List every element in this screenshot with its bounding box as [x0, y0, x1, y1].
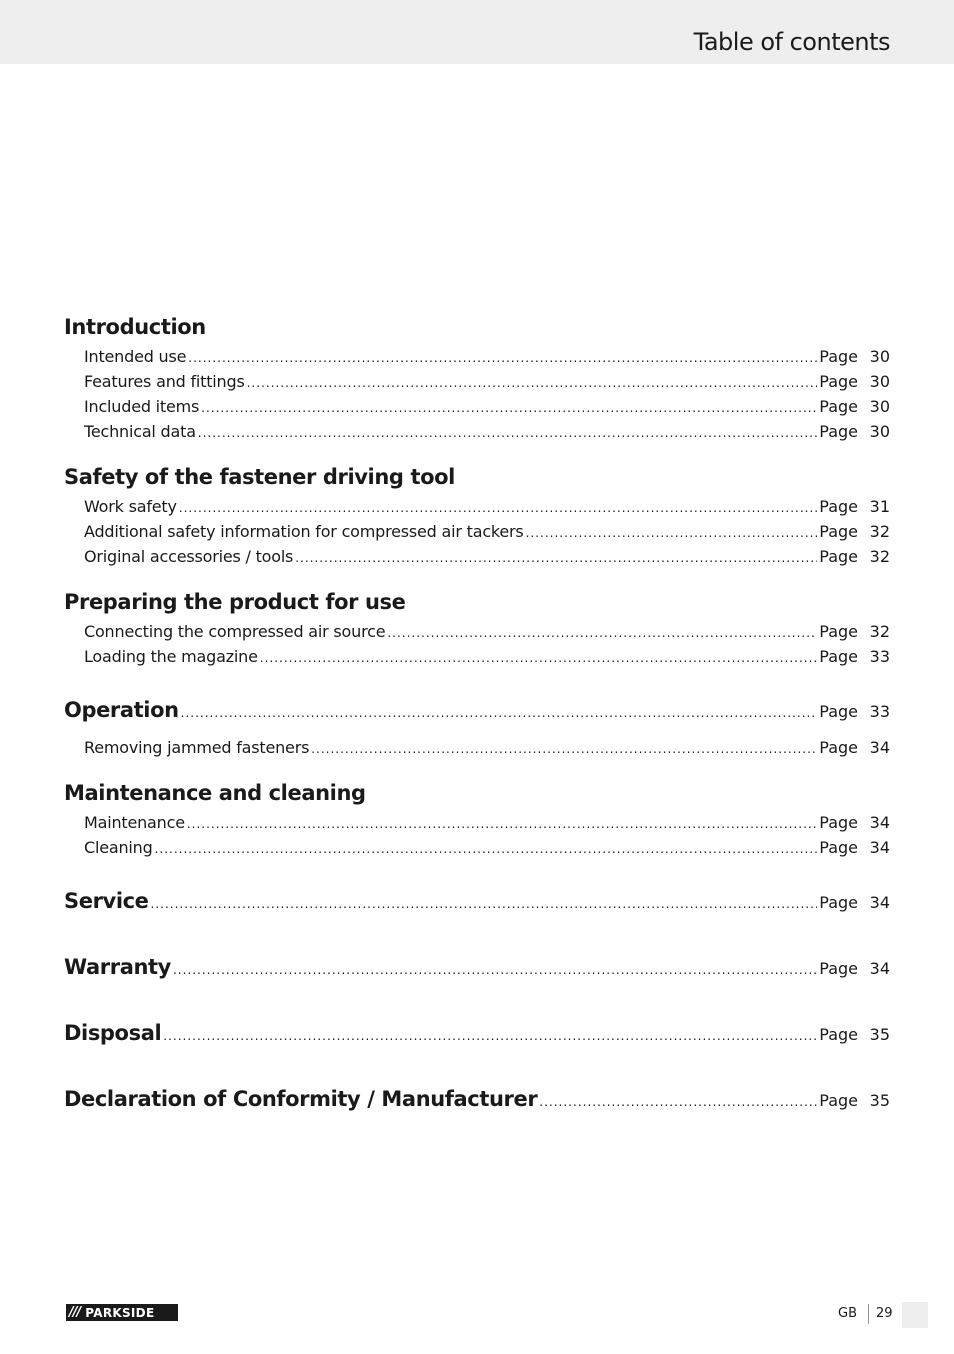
dot-leader [260, 646, 818, 671]
page-word: Page [819, 422, 858, 441]
toc-entry[interactable] [64, 494, 890, 519]
dot-leader [188, 346, 817, 371]
page-number: 30 [869, 372, 890, 391]
page-number: 35 [869, 1091, 890, 1110]
dot-leader [151, 879, 818, 929]
section-heading: Safety of the fastener driving tool [64, 465, 455, 489]
toc-heading-row[interactable] [64, 876, 890, 926]
logo-text: PARKSIDE [85, 1305, 155, 1320]
toc-entry[interactable] [64, 544, 890, 569]
dot-leader [539, 1077, 817, 1127]
page-word: Page [819, 1091, 858, 1110]
entry-label: Maintenance [84, 813, 185, 832]
page-number: 33 [869, 647, 890, 666]
toc-section [64, 310, 890, 444]
section-heading: Preparing the product for use [64, 590, 406, 614]
page-word: Page [819, 397, 858, 416]
toc-section [64, 776, 890, 860]
toc-entry[interactable] [64, 369, 890, 394]
toc-entry[interactable] [64, 835, 890, 860]
page-word: Page [819, 622, 858, 641]
page-word: Page [819, 522, 858, 541]
entry-label: Loading the magazine [84, 647, 258, 666]
toc-entry[interactable] [64, 519, 890, 544]
dot-leader [181, 688, 818, 738]
page-word: Page [819, 1025, 858, 1044]
toc-section [64, 460, 890, 569]
parkside-logo [66, 1304, 178, 1321]
page-word: Page [819, 547, 858, 566]
page-number: 34 [869, 959, 890, 978]
page-word: Page [819, 813, 858, 832]
toc-heading-row[interactable] [64, 942, 890, 992]
dot-leader [201, 396, 817, 421]
entry-label: Additional safety information for compressed air tackers [84, 522, 524, 541]
page-number: 30 [869, 422, 890, 441]
page-number: 34 [869, 893, 890, 912]
page-number: 35 [869, 1025, 890, 1044]
entry-label: Work safety [84, 497, 177, 516]
toc-section [64, 942, 890, 992]
section-heading: Disposal [64, 1021, 162, 1045]
dot-leader [163, 1011, 817, 1061]
dot-leader [198, 421, 817, 446]
footer-divider [868, 1304, 869, 1324]
section-heading: Declaration of Conformity / Manufacturer [64, 1087, 538, 1111]
toc-heading-row[interactable] [64, 1008, 890, 1058]
dot-leader [295, 546, 817, 571]
page-number: 32 [869, 622, 890, 641]
dot-leader [155, 837, 818, 862]
toc-section [64, 585, 890, 669]
toc-entry[interactable] [64, 619, 890, 644]
dot-leader [526, 521, 818, 546]
page-number: 34 [869, 738, 890, 757]
dot-leader [187, 812, 817, 837]
entry-label: Connecting the compressed air source [84, 622, 386, 641]
toc-entry[interactable] [64, 344, 890, 369]
page-number: 32 [869, 547, 890, 566]
section-heading: Warranty [64, 955, 171, 979]
page-word: Page [819, 647, 858, 666]
entry-label: Features and fittings [84, 372, 245, 391]
entry-label: Removing jammed fasteners [84, 738, 310, 757]
page-word: Page [819, 497, 858, 516]
page-word: Page [819, 347, 858, 366]
toc-entry[interactable] [64, 419, 890, 444]
toc-section [64, 1008, 890, 1058]
table-of-contents [64, 310, 890, 1140]
page-title: Table of contents [693, 28, 890, 56]
entry-label: Technical data [84, 422, 196, 441]
page-number: 29 [876, 1306, 893, 1321]
toc-section [64, 685, 890, 760]
page-number: 31 [869, 497, 890, 516]
page-word: Page [819, 838, 858, 857]
entry-label: Original accessories / tools [84, 547, 294, 566]
toc-section [64, 1074, 890, 1124]
toc-entry[interactable] [64, 394, 890, 419]
dot-leader [173, 945, 817, 995]
section-heading: Service [64, 889, 149, 913]
page-word: Page [819, 738, 858, 757]
toc-section [64, 876, 890, 926]
page-number: 33 [869, 702, 890, 721]
page-word: Page [819, 959, 858, 978]
page-number: 30 [869, 347, 890, 366]
page-number: 34 [869, 813, 890, 832]
toc-entry[interactable] [64, 644, 890, 669]
section-heading: Introduction [64, 315, 206, 339]
toc-entry[interactable] [64, 810, 890, 835]
dot-leader [311, 737, 817, 762]
page-number: 30 [869, 397, 890, 416]
page-word: Page [819, 702, 858, 721]
section-heading: Maintenance and cleaning [64, 781, 366, 805]
entry-label: Included items [84, 397, 200, 416]
page-number: 32 [869, 522, 890, 541]
section-heading: Operation [64, 698, 179, 722]
footer-box [902, 1302, 928, 1328]
toc-heading-row[interactable] [64, 685, 890, 735]
page-number: 34 [869, 838, 890, 857]
entry-label: Intended use [84, 347, 187, 366]
toc-heading-row[interactable] [64, 1074, 890, 1124]
page-word: Page [819, 372, 858, 391]
logo-slashes: /// [69, 1305, 81, 1320]
dot-leader [179, 496, 818, 521]
dot-leader [387, 621, 817, 646]
toc-entry[interactable] [64, 735, 890, 760]
dot-leader [247, 371, 818, 396]
language-code: GB [838, 1306, 857, 1321]
page-word: Page [819, 893, 858, 912]
entry-label: Cleaning [84, 838, 153, 857]
